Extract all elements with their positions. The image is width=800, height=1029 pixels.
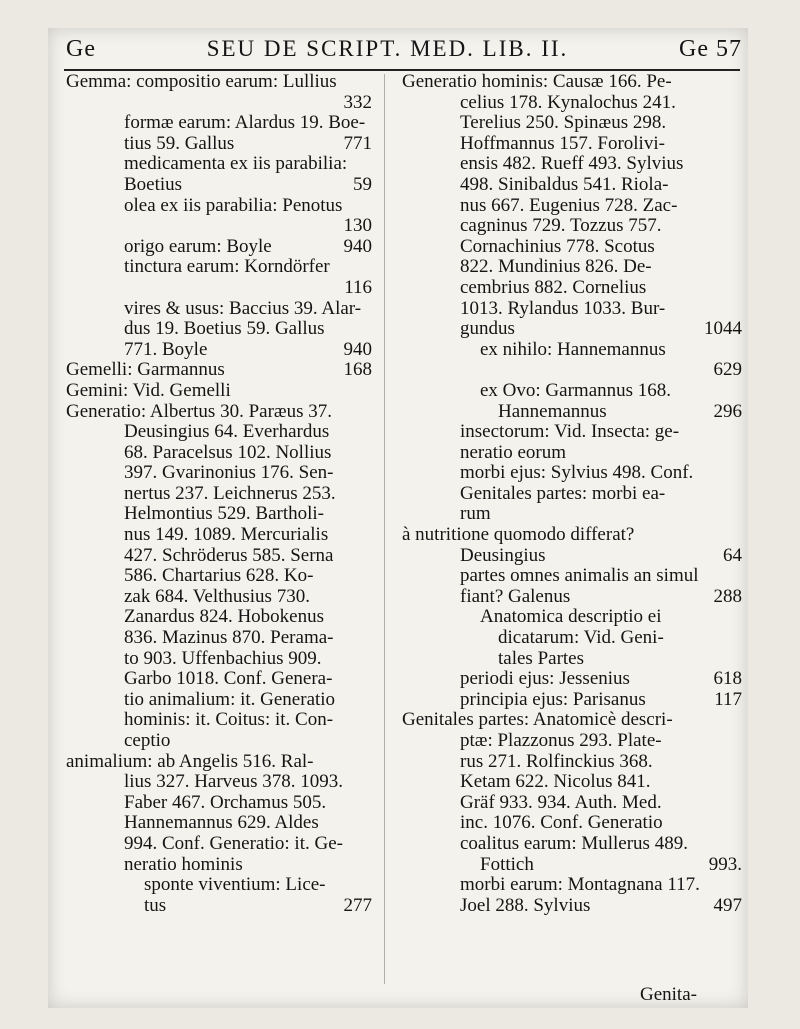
index-line: [66, 443, 372, 464]
index-entry-text: tus: [144, 894, 167, 916]
index-line: [402, 875, 742, 896]
index-entry-text: coalitus earum: Mullerus 489.: [460, 832, 688, 854]
index-line: [66, 710, 372, 731]
index-line: [66, 793, 372, 814]
index-line: [66, 834, 372, 855]
index-line: [66, 402, 372, 423]
index-line: [402, 360, 742, 381]
page-reference: 618: [713, 668, 742, 690]
index-line: [402, 772, 742, 793]
index-line: [402, 237, 742, 258]
page-reference: 64: [723, 544, 742, 566]
index-entry-text: partes omnes animalis an simul: [460, 565, 699, 587]
index-entry-text: Joel 288. Sylvius: [460, 894, 591, 916]
index-entry-text: lius 327. Harveus 378. 1093.: [124, 771, 344, 793]
index-line: [402, 319, 742, 340]
page-reference: 332: [343, 91, 372, 113]
index-line: [402, 216, 742, 237]
index-line: [66, 896, 372, 917]
index-line: [66, 299, 372, 320]
index-line: [402, 546, 742, 567]
index-line: [66, 93, 372, 114]
index-line: [66, 175, 372, 196]
index-entry-text: 397. Gvarinonius 176. Sen-: [124, 462, 334, 484]
index-entry-text: Hoffmannus 157. Forolivi-: [460, 132, 665, 154]
page-reference: 117: [714, 688, 742, 710]
header-right: Ge 57: [679, 36, 742, 62]
index-line: [66, 731, 372, 752]
index-line: [402, 649, 742, 670]
index-line: [66, 546, 372, 567]
index-entry-text: ceptio: [124, 730, 171, 751]
index-entry-text: neratio hominis: [124, 853, 243, 875]
index-line: [66, 360, 372, 381]
index-entry-text: Deusingius: [460, 544, 546, 566]
index-entry-text: to 903. Uffenbachius 909.: [124, 647, 322, 669]
index-entry-text: nus 667. Eugenius 728. Zac-: [460, 194, 678, 216]
page-reference: 277: [343, 894, 372, 916]
index-line: [402, 72, 742, 93]
index-entry-text: dus 19. Boetius 59. Gallus: [124, 318, 325, 340]
index-line: [402, 669, 742, 690]
index-entry-text: 68. Paracelsus 102. Nollius: [124, 441, 332, 463]
index-entry-text: 1013. Rylandus 1033. Bur-: [460, 297, 666, 319]
index-line: [66, 72, 372, 93]
index-entry-text: 771. Boyle: [124, 338, 208, 360]
index-entry-text: nus 149. 1089. Mercurialis: [124, 524, 329, 546]
index-entry-text: tinctura earum: Korndörfer: [124, 256, 330, 278]
index-line: [66, 566, 372, 587]
index-entry-text: morbi earum: Montagnana 117.: [460, 874, 700, 896]
index-line: [66, 216, 372, 237]
index-entry-text: formæ earum: Alardus 19. Boe-: [124, 112, 366, 134]
page-reference: 116: [344, 276, 372, 298]
index-line: [402, 566, 742, 587]
index-line: [402, 484, 742, 505]
index-line: [66, 484, 372, 505]
index-line: [402, 731, 742, 752]
index-entry-text: rus 271. Rolfinckius 368.: [460, 750, 653, 772]
column-divider: [384, 74, 385, 984]
index-entry-text: 822. Mundinius 826. De-: [460, 256, 652, 278]
index-entry-text: Ketam 622. Nicolus 841.: [460, 771, 651, 793]
page-reference: 940: [343, 338, 372, 360]
index-entry-text: sponte viventium: Lice-: [144, 874, 326, 896]
index-entry-text: 994. Conf. Generatio: it. Ge-: [124, 832, 343, 854]
index-entry-text: tales Partes: [498, 647, 585, 669]
index-entry-text: Hannemannus 629. Aldes: [124, 812, 319, 834]
page-reference: 629: [713, 359, 742, 381]
index-line: [402, 196, 742, 217]
index-entry-text: 836. Mazinus 870. Perama-: [124, 627, 334, 649]
index-entry-text: Hannemannus: [498, 400, 607, 422]
index-entry-text: Genitales partes: Anatomicè descri-: [402, 709, 673, 731]
index-line: [66, 587, 372, 608]
index-line: [402, 443, 742, 464]
header-left: Ge: [66, 36, 96, 62]
index-entry-text: tio animalium: it. Generatio: [124, 688, 336, 710]
index-line: [66, 690, 372, 711]
index-entry-text: celius 178. Kynalochus 241.: [460, 91, 676, 113]
index-entry-text: Helmontius 529. Bartholi-: [124, 503, 325, 525]
index-entry-text: medicamenta ex iis parabilia:: [124, 153, 348, 175]
index-entry-text: Anatomica descriptio ei: [480, 606, 662, 628]
page-reference: 497: [713, 894, 742, 916]
index-line: [402, 793, 742, 814]
index-entry-text: olea ex iis parabilia: Penotus: [124, 194, 343, 216]
index-entry-text: dicatarum: Vid. Geni-: [498, 627, 664, 649]
index-line: [402, 463, 742, 484]
page-reference: 59: [353, 173, 372, 195]
index-entry-text: Boetius: [124, 173, 183, 195]
index-entry-text: origo earum: Boyle: [124, 235, 272, 257]
index-line: [402, 607, 742, 628]
index-entry-text: vires & usus: Baccius 39. Alar-: [124, 297, 362, 319]
index-line: [402, 690, 742, 711]
index-line: [66, 113, 372, 134]
page-reference: 993.: [708, 853, 742, 875]
index-entry-text: fiant? Galenus: [460, 585, 571, 607]
page-reference: 1044: [704, 318, 742, 340]
index-line: [66, 319, 372, 340]
index-line: [402, 154, 742, 175]
index-line: [66, 340, 372, 361]
index-entry-text: cembrius 882. Cornelius: [460, 276, 647, 298]
index-entry-text: hominis: it. Coitus: it. Con-: [124, 709, 334, 731]
index-entry-text: ex Ovo: Garmannus 168.: [480, 379, 672, 401]
index-entry-text: neratio eorum: [460, 441, 567, 463]
page-reference: 168: [343, 359, 372, 381]
index-line: [66, 525, 372, 546]
index-line: [402, 93, 742, 114]
index-entry-text: ptæ: Plazzonus 293. Plate-: [460, 730, 662, 751]
index-entry-text: Fottich: [480, 853, 534, 875]
index-line: [66, 607, 372, 628]
index-line: [402, 834, 742, 855]
index-entry-text: Gemma: compositio earum: Lullius: [66, 71, 337, 92]
index-entry-text: gundus: [460, 318, 515, 340]
index-line: [402, 278, 742, 299]
index-line: [402, 134, 742, 155]
page-reference: 771: [343, 132, 372, 154]
index-line: [402, 628, 742, 649]
index-line: [66, 813, 372, 834]
index-entry-text: Generatio hominis: Causæ 166. Pe-: [402, 71, 672, 92]
index-line: [66, 463, 372, 484]
index-entry-text: à nutritione quomodo differat?: [402, 524, 635, 546]
index-line: [402, 504, 742, 525]
index-line: [66, 855, 372, 876]
catchword: Genita-: [640, 984, 697, 1005]
index-entry-text: 427. Schröderus 585. Serna: [124, 544, 334, 566]
left-column: [66, 72, 372, 916]
index-entry-text: ex nihilo: Hannemannus: [480, 338, 666, 360]
index-entry-text: tius 59. Gallus: [124, 132, 235, 154]
index-line: [66, 504, 372, 525]
header-title: SEU DE SCRIPT. MED. LIB. II.: [206, 36, 569, 61]
index-line: [402, 381, 742, 402]
index-line: [66, 134, 372, 155]
index-line: [402, 587, 742, 608]
index-line: [402, 402, 742, 423]
index-line: [402, 175, 742, 196]
index-line: [66, 628, 372, 649]
index-line: [66, 752, 372, 773]
running-header: [66, 36, 742, 70]
index-entry-text: 498. Sinibaldus 541. Riola-: [460, 173, 669, 195]
index-line: [66, 422, 372, 443]
index-entry-text: ensis 482. Rueff 493. Sylvius: [460, 153, 684, 175]
index-entry-text: Deusingius 64. Everhardus: [124, 421, 330, 443]
index-line: [402, 113, 742, 134]
page-reference: 296: [713, 400, 742, 422]
right-column: [402, 72, 742, 916]
index-line: [66, 649, 372, 670]
index-entry-text: animalium: ab Angelis 516. Ral-: [66, 750, 314, 772]
index-line: [402, 299, 742, 320]
index-line: [66, 154, 372, 175]
index-line: [66, 278, 372, 299]
index-line: [66, 875, 372, 896]
index-entry-text: Gräf 933. 934. Auth. Med.: [460, 791, 662, 813]
index-entry-text: rum: [460, 503, 491, 525]
index-entry-text: zak 684. Velthusius 730.: [124, 585, 310, 607]
page-reference: 288: [713, 585, 742, 607]
index-line: [402, 896, 742, 917]
index-entry-text: cagninus 729. Tozzus 757.: [460, 215, 662, 237]
index-line: [66, 196, 372, 217]
index-entry-text: Faber 467. Orchamus 505.: [124, 791, 327, 813]
index-entry-text: Terelius 250. Spinæus 298.: [460, 112, 667, 134]
index-entry-text: principia ejus: Parisanus: [460, 688, 646, 710]
page-reference: 940: [343, 235, 372, 257]
index-line: [402, 525, 742, 546]
index-entry-text: Generatio: Albertus 30. Paræus 37.: [66, 400, 332, 422]
index-line: [66, 237, 372, 258]
index-entry-text: Gemelli: Garmannus: [66, 359, 225, 381]
index-line: [402, 813, 742, 834]
index-line: [402, 340, 742, 361]
index-entry-text: Zanardus 824. Hobokenus: [124, 606, 324, 628]
page-reference: 130: [343, 215, 372, 237]
index-line: [66, 669, 372, 690]
index-line: [66, 772, 372, 793]
index-line: [402, 710, 742, 731]
index-entry-text: nertus 237. Leichnerus 253.: [124, 482, 336, 504]
index-line: [66, 257, 372, 278]
index-entry-text: inc. 1076. Conf. Generatio: [460, 812, 663, 834]
index-entry-text: insectorum: Vid. Insecta: ge-: [460, 421, 680, 443]
index-line: [402, 855, 742, 876]
index-line: [402, 752, 742, 773]
index-entry-text: Gemini: Vid. Gemelli: [66, 379, 231, 401]
index-entry-text: periodi ejus: Jessenius: [460, 668, 630, 690]
index-line: [66, 381, 372, 402]
index-entry-text: morbi ejus: Sylvius 498. Conf.: [460, 462, 694, 484]
index-entry-text: Garbo 1018. Conf. Genera-: [124, 668, 333, 690]
index-entry-text: 586. Chartarius 628. Ko-: [124, 565, 314, 587]
index-line: [402, 422, 742, 443]
index-entry-text: Genitales partes: morbi ea-: [460, 482, 666, 504]
index-line: [402, 257, 742, 278]
index-entry-text: Cornachinius 778. Scotus: [460, 235, 655, 257]
